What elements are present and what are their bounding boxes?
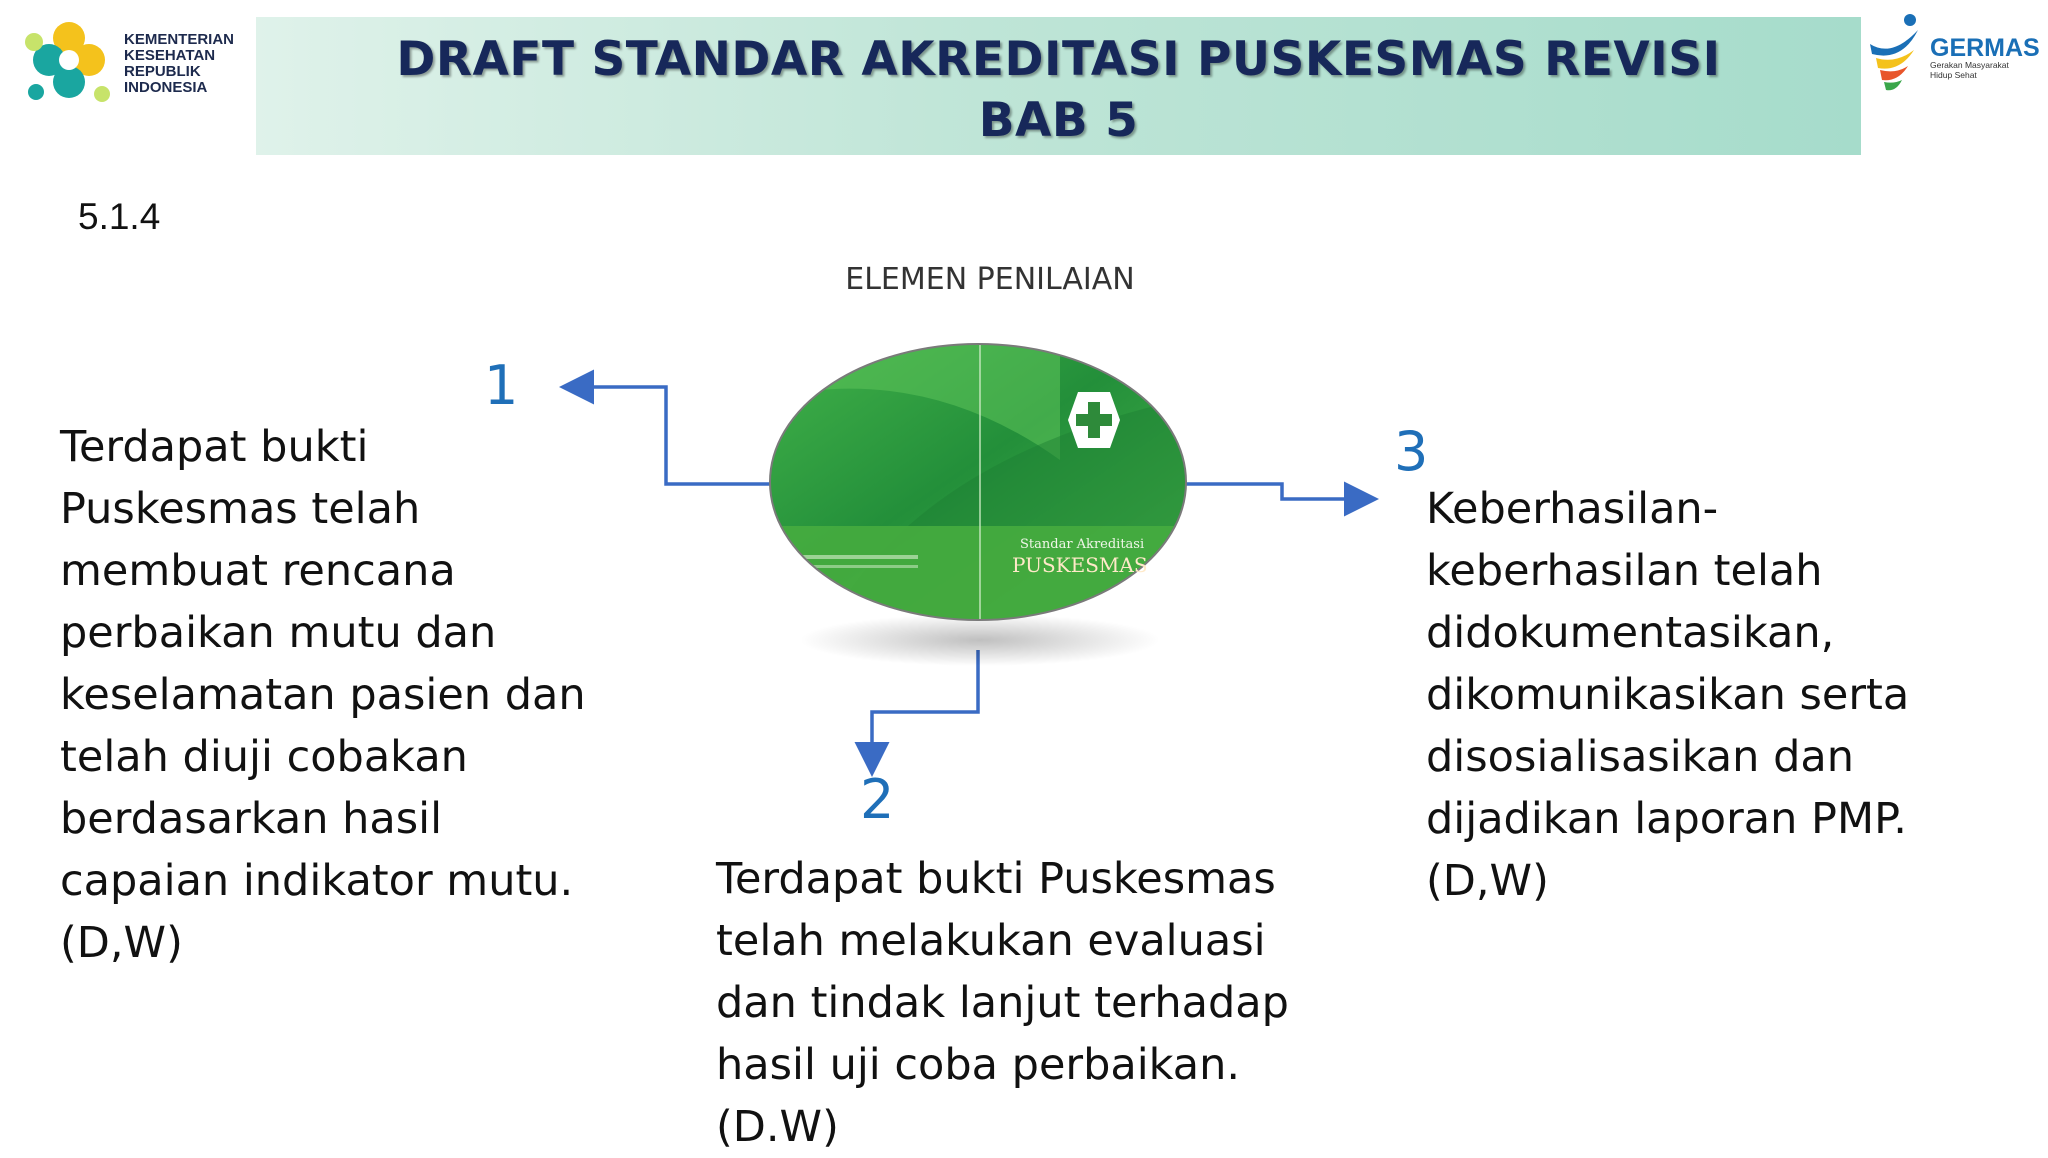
item-2-text: Terdapat bukti Puskesmas telah melakukan evaluasi dan tindak lanjut terhadap hasil uji coba perbaikan. (D.W) — [716, 854, 1289, 1152]
item-3-text: Keberhasilan- keberhasilan telah didokumentasikan, dikomunikasikan serta disosialisasikan dan dijadikan laporan PMP. (D,W) — [1426, 484, 1910, 906]
item-3-number: 3 — [1394, 420, 1429, 483]
connector-1 — [566, 387, 772, 484]
book-cover-image — [760, 340, 1200, 670]
cover-cross-icon — [1068, 392, 1120, 448]
item-1-text: Terdapat bukti Puskesmas telah membuat rencana perbaikan mutu dan keselamatan pasien dan telah diuji cobakan berdasarkan hasil capaian indikator mutu. (D,W) — [60, 422, 586, 968]
item-1-number: 1 — [484, 354, 519, 417]
connector-3 — [1186, 484, 1372, 499]
kemenkes-logo-text: KEMENTERIAN KESEHATAN REPUBLIK INDONESIA — [124, 31, 235, 96]
cover-title-line2: PUSKESMAS — [1012, 553, 1148, 577]
cover-title-line1: Standar Akreditasi — [1020, 537, 1145, 552]
section-code: 5.1.4 — [78, 196, 161, 237]
germas-logo-tagline: Gerakan Masyarakat Hidup Sehat — [1930, 60, 2009, 80]
slide-title: DRAFT STANDAR AKREDITASI PUSKESMAS REVISI BAB 5 — [396, 32, 1721, 148]
item-2-number: 2 — [860, 768, 895, 831]
diagram-title: ELEMEN PENILAIAN — [845, 262, 1135, 297]
germas-logo-name: GERMAS — [1930, 34, 2040, 62]
